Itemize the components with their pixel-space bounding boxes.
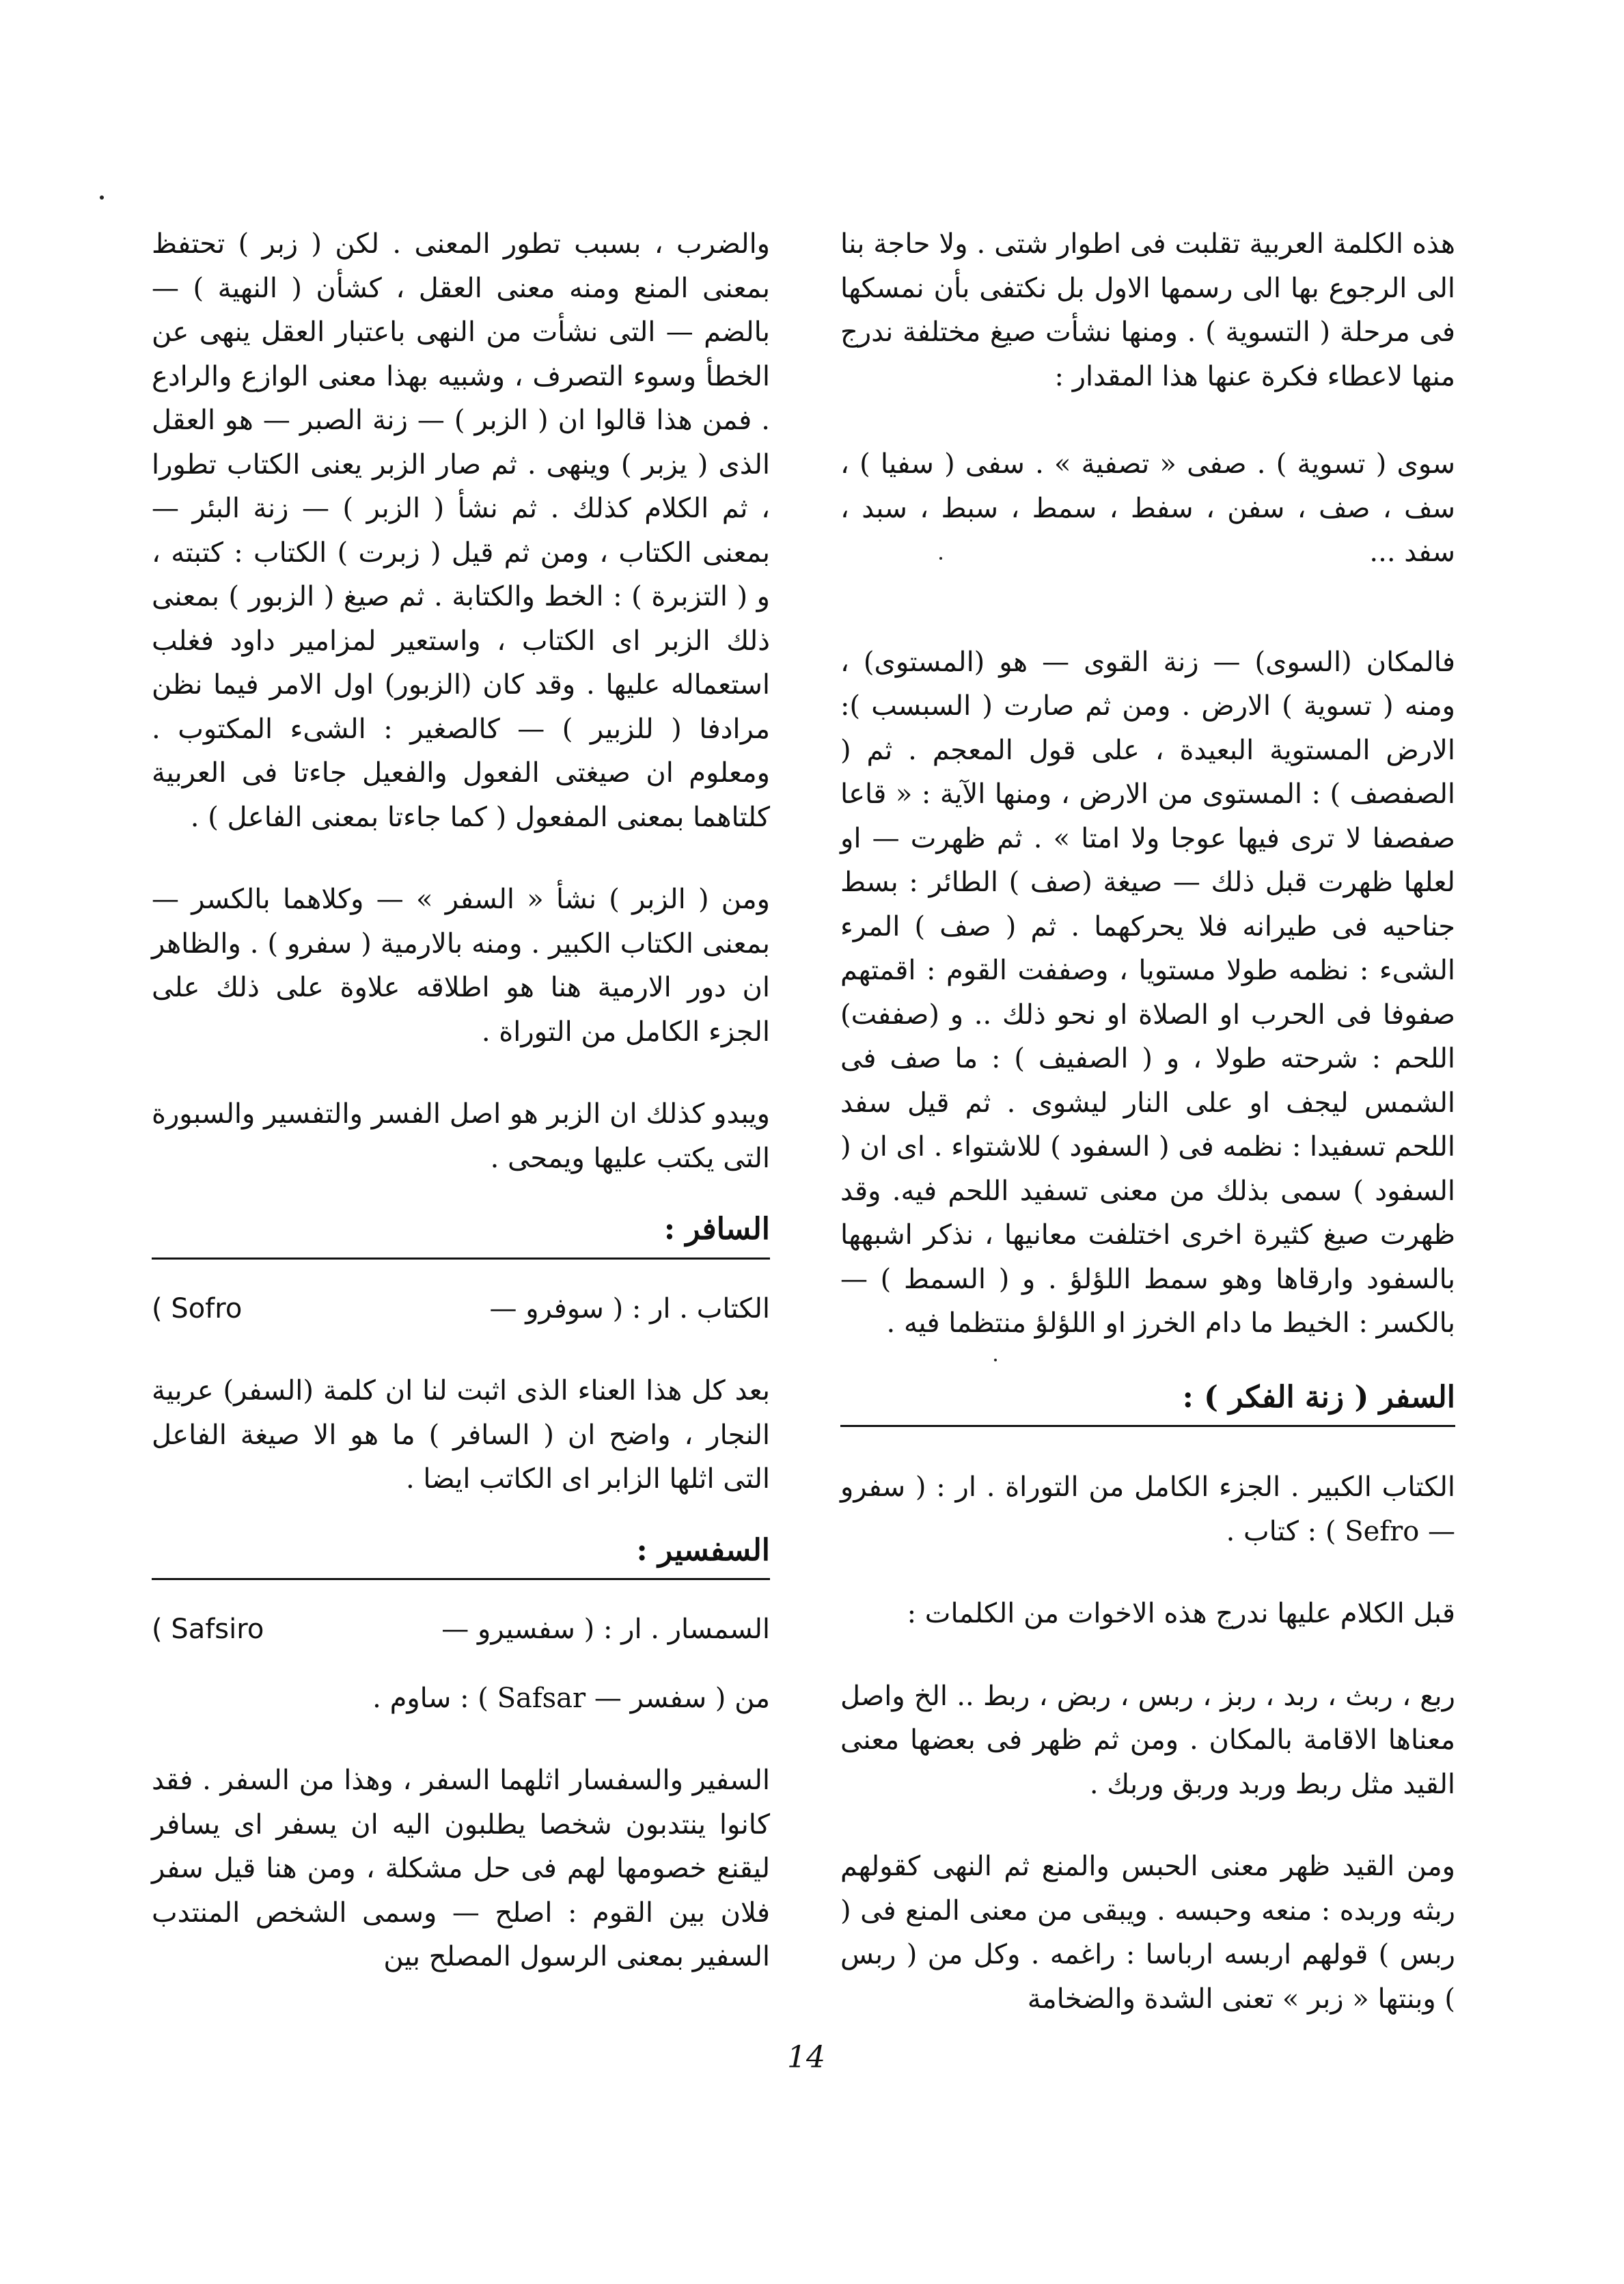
paragraph: ومن ( الزبر ) نشأ « السفر » — وكلاهما بالكسر — بمعنى الكتاب الكبير . ومنه بالارمية ( سفرو ) . والظاهر ان دور الارمية هنا هو اطلاقه علاوة على ذلك على الجزء الكامل من التوراة .	[152, 884, 770, 1048]
heading-underline	[152, 1578, 770, 1580]
scan-speck	[939, 557, 942, 560]
section-heading-block	[152, 1208, 770, 1260]
section-heading: السفسير :	[636, 1532, 770, 1568]
paragraph: ومن القيد ظهر معنى الحبس والمنع ثم النهى كقولهم ربثه وربده : منعه وحبسه . ويبقى من معنى المنع فى ( ربس ) قولهم اربسه ارباسا : راغمه . وكل من ( ربس ) وبنتها « زبر » تعنى الشدة والضخامة	[840, 1851, 1455, 2015]
left-column	[152, 222, 770, 1979]
abbreviation-line	[152, 1287, 770, 1331]
heading-underline	[152, 1257, 770, 1260]
abbreviation-arabic: الكتاب . ار : ( سوفرو —	[489, 1292, 770, 1324]
paragraph: ويبدو كذلك ان الزبر هو اصل الفسر والتفسير والسبورة التى يكتب عليها ويمحى .	[152, 1098, 770, 1174]
heading-underline	[840, 1425, 1455, 1427]
section-heading: السافر :	[663, 1212, 770, 1247]
abbreviation-latin: ( Sofro	[152, 1292, 243, 1324]
abbreviation-line: من ( سفسر — Safsar ) : ساوم .	[372, 1682, 770, 1714]
abbreviation-arabic: السمسار . ار : ( سفسيرو —	[441, 1614, 770, 1645]
paragraph: بعد كل هذا العناء الذى اثبت لنا ان كلمة (السفر) عربية النجار ، واضح ان ( السافر ) ما هو الا صيغة الفاعل التى اثلها الزابر اى الكاتب ايضا .	[152, 1375, 770, 1495]
paragraph: سوى ( تسوية ) . صفى « تصفية » . سفى ( سفيا ) ، سف ، صف ، سفن ، سفط ، سمط ، سبط ، سبد ، سفد ...	[840, 448, 1456, 568]
abbreviation-line	[152, 1607, 770, 1652]
scan-speck	[994, 1359, 997, 1361]
page-number: 14	[787, 2040, 825, 2075]
paragraph: ربع ، ربث ، ربد ، ربز ، ربس ، ربض ، ربط .. الخ واصل معناها الاقامة بالمكان . ومن ثم ظهر فى بعضها معنى القيد مثل ربط وربد وربق وربك .	[840, 1680, 1455, 1800]
scan-speck	[100, 195, 104, 200]
paragraph: فالمكان (السوى) — زنة القوى — هو (المستوى) ، ومنه ( تسوية ) الارض . ومن ثم صارت ( السبسب ): الارض المستوية البعيدة ، على قول المعجم . ثم ( الصفصف ) : المستوى من الارض ، ومنها الآية : « قاعا صفصفا لا ترى فيها عوجا ولا امتا » . ثم ظهرت — او لعلها ظهرت قبل ذلك — صيغة (صف ) الطائر : بسط جناحيه فى طيرانه فلا يحركهما . ثم ( صف ) المرء الشىء : نظمه طولا مستويا ، وصففت القوم : اقمتهم صفوفا فى الحرب او الصلاة او نحو ذلك .. و (صففت) اللحم : شرحته طولا ، و ( الصفيف ) : ما صف فى الشمس ليجف او على النار ليشوى . ثم قيل سفد اللحم تسفيدا : نظمه فى ( السفود ) للاشتواء . اى ان ( السفود ) سمى بذلك من معنى تسفيد اللحم فيه. وقد ظهرت صيغ كثيرة اخرى اختلفت معانيها ، نذكر اشبهها بالسفود وارقاها وهو سمط اللؤلؤ . و ( السمط ) — بالكسر : الخيط ما دام الخرز او اللؤلؤ منتظما فيه .	[840, 646, 1455, 1339]
paragraph: هذه الكلمة العربية تقلبت فى اطوار شتى . ولا حاجة بنا الى الرجوع بها الى رسمها الاول بل نكتفى بأن نمسكها فى مرحلة ( التسوية ) . ومنها نشأت صيغ مختلفة ندرج منها لاعطاء فكرة عنها هذا المقدار :	[840, 228, 1455, 392]
paragraph: السفير والسفسار اثلهما السفر ، وهذا من السفر . فقد كانوا ينتدبون شخصا يطلبون اليه ان يسفر اى يسافر ليقنع خصومها لهم فى حل مشكلة ، ومن هنا قيل سفر فلان بين القوم : اصلح — وسمى الشخص المنتدب السفير بمعنى الرسول المصلح بين	[152, 1765, 770, 1972]
abbreviation-latin: ( Safsiro	[152, 1614, 264, 1645]
paragraph: والضرب ، بسبب تطور المعنى . لكن ( زبر ) تحتفظ بمعنى المنع ومنه معنى العقل ، كشأن ( النهية ) — بالضم — التى نشأت من النهى باعتبار العقل ينهى عن الخطأ وسوء التصرف ، وشبيه بهذا معنى الوازع والرادع . فمن هذا قالوا ان ( الزبر ) — زنة الصبر — هو العقل الذى ( يزبر ) وينهى . ثم صار الزبر يعنى الكتاب تطورا ، ثم الكلام كذلك . ثم نشأ ( الزبر ) — زنة البئر — بمعنى الكتاب ، ومن ثم قيل ( زبرت ) الكتاب : كتبته ، و ( التزبرة ) : الخط والكتابة . ثم صيغ ( الزبور ) بمعنى ذلك الزبر اى الكتاب ، واستعير لمزامير داود فغلب استعماله عليها . وقد كان (الزبور) اول الامر فيما نظن مرادفا ( للزبير ) — كالصغير : الشىء المكتوب . ومعلوم ان صيغتى الفعول والفعيل جاءتا فى العربية كلتاهما بمعنى المفعول ( كما جاءتا بمعنى الفاعل ) .	[152, 228, 770, 833]
section-heading: السفر ( زنة الفكر ) :	[1182, 1379, 1455, 1415]
paragraph: قبل الكلام عليها ندرج هذه الاخوات من الكلمات :	[907, 1598, 1455, 1629]
right-column	[840, 222, 1455, 2021]
paragraph: الكتاب الكبير . الجزء الكامل من التوراة . ار : ( سفرو — Sefro ) : كتاب .	[840, 1471, 1455, 1547]
section-heading-block	[152, 1529, 770, 1581]
section-heading-block	[840, 1376, 1455, 1428]
